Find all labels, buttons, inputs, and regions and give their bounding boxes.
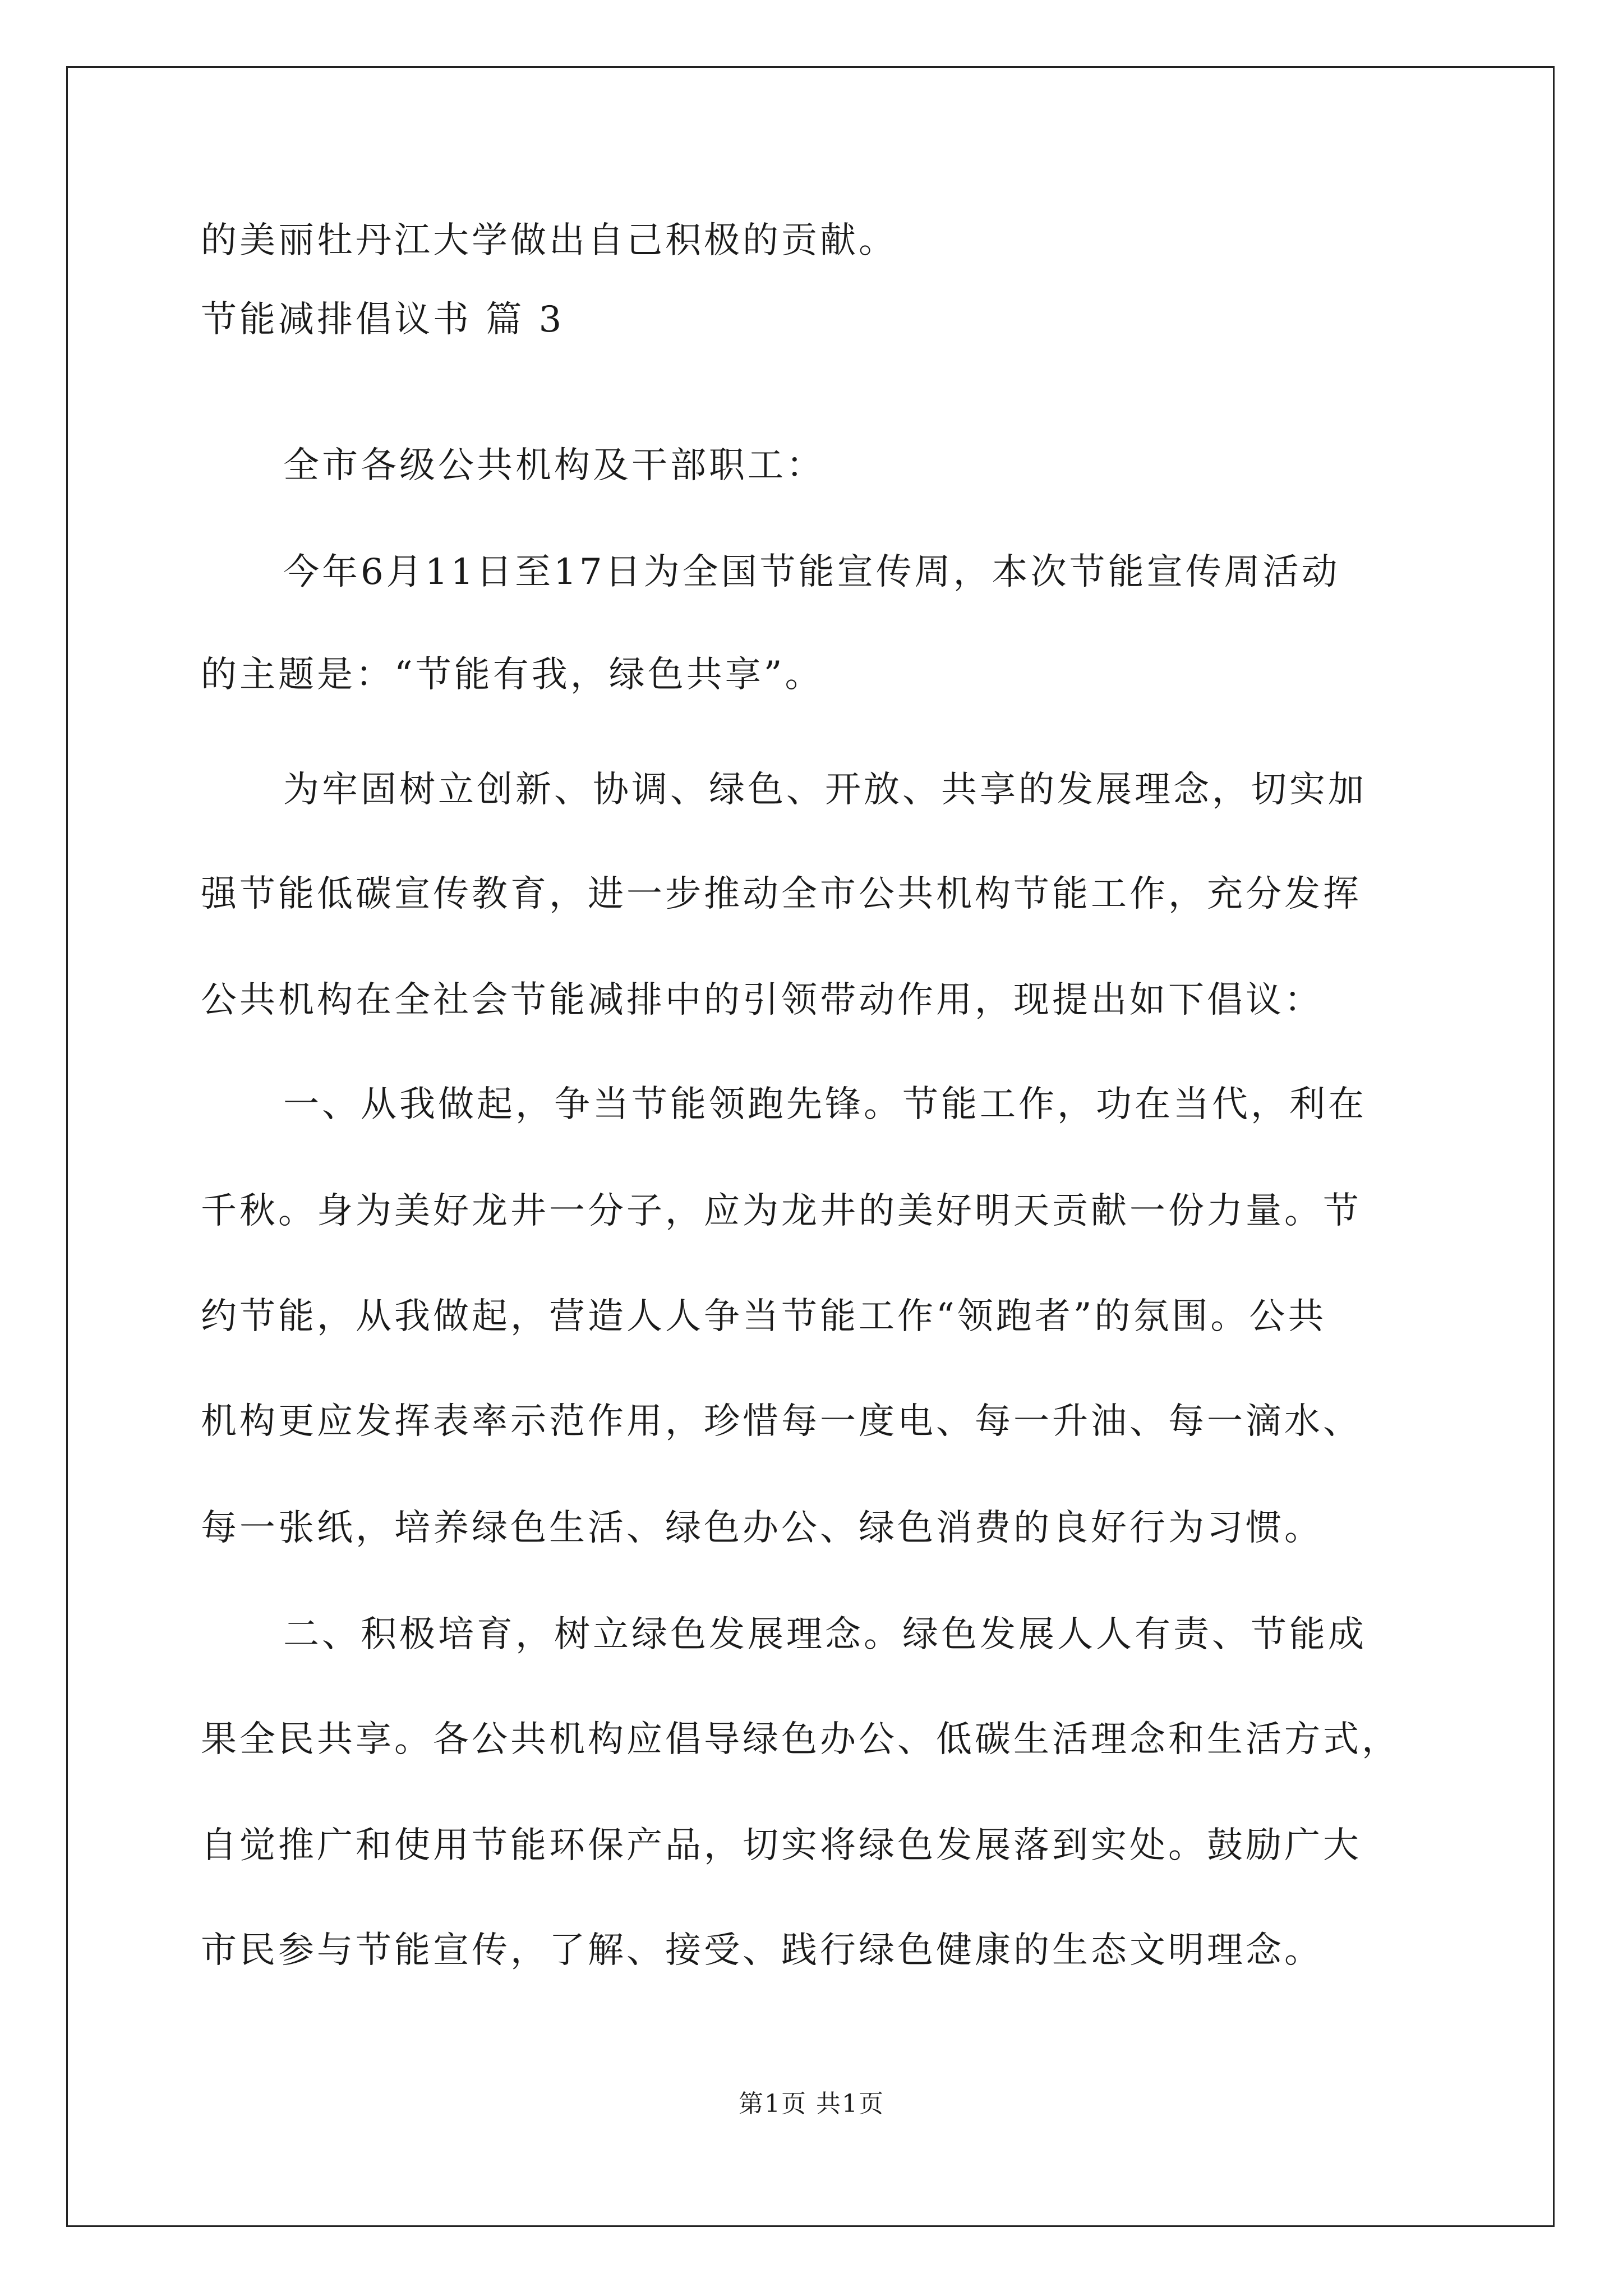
body-line: 每一张纸，培养绿色生活、绿色办公、绿色消费的良好行为习惯。 [201, 1507, 1323, 1549]
page-border [66, 66, 1555, 2227]
body-line: 自觉推广和使用节能环保产品，切实将绿色发展落到实处。鼓励广大 [201, 1825, 1362, 1866]
body-line: 二、积极培育，树立绿色发展理念。绿色发展人人有责、节能成 [283, 1614, 1367, 1655]
body-line: 强节能低碳宣传教育，进一步推动全市公共机构节能工作，充分发挥 [201, 873, 1362, 915]
body-line: 一、从我做起，争当节能领跑先锋。节能工作，功在当代，利在 [283, 1084, 1367, 1125]
body-line: 公共机构在全社会节能减排中的引领带动作用，现提出如下倡议： [201, 979, 1323, 1021]
body-line: 的美丽牡丹江大学做出自己积极的贡献。 [201, 220, 897, 261]
body-line: 千秋。身为美好龙井一分子，应为龙井的美好明天贡献一份力量。节 [201, 1190, 1362, 1232]
salutation: 全市各级公共机构及干部职工： [283, 445, 825, 486]
section-heading: 节能减排倡议书 篇 3 [201, 299, 565, 341]
body-line: 的主题是：“节能有我，绿色共享”。 [201, 654, 824, 696]
body-line: 今年6月11日至17日为全国节能宣传周，本次节能宣传周活动 [283, 551, 1340, 593]
page-footer: 第1页 共1页 [739, 2090, 884, 2118]
body-line: 机构更应发挥表率示范作用，珍惜每一度电、每一升油、每一滴水、 [201, 1401, 1362, 1442]
body-line: 约节能，从我做起，营造人人争当节能工作“领跑者”的氛围。公共 [201, 1296, 1327, 1337]
body-line: 市民参与节能宣传，了解、接受、践行绿色健康的生态文明理念。 [201, 1930, 1323, 1971]
body-line: 果全民共享。各公共机构应倡导绿色办公、低碳生活理念和生活方式， [201, 1719, 1400, 1760]
body-line: 为牢固树立创新、协调、绿色、开放、共享的发展理念，切实加 [283, 769, 1367, 811]
